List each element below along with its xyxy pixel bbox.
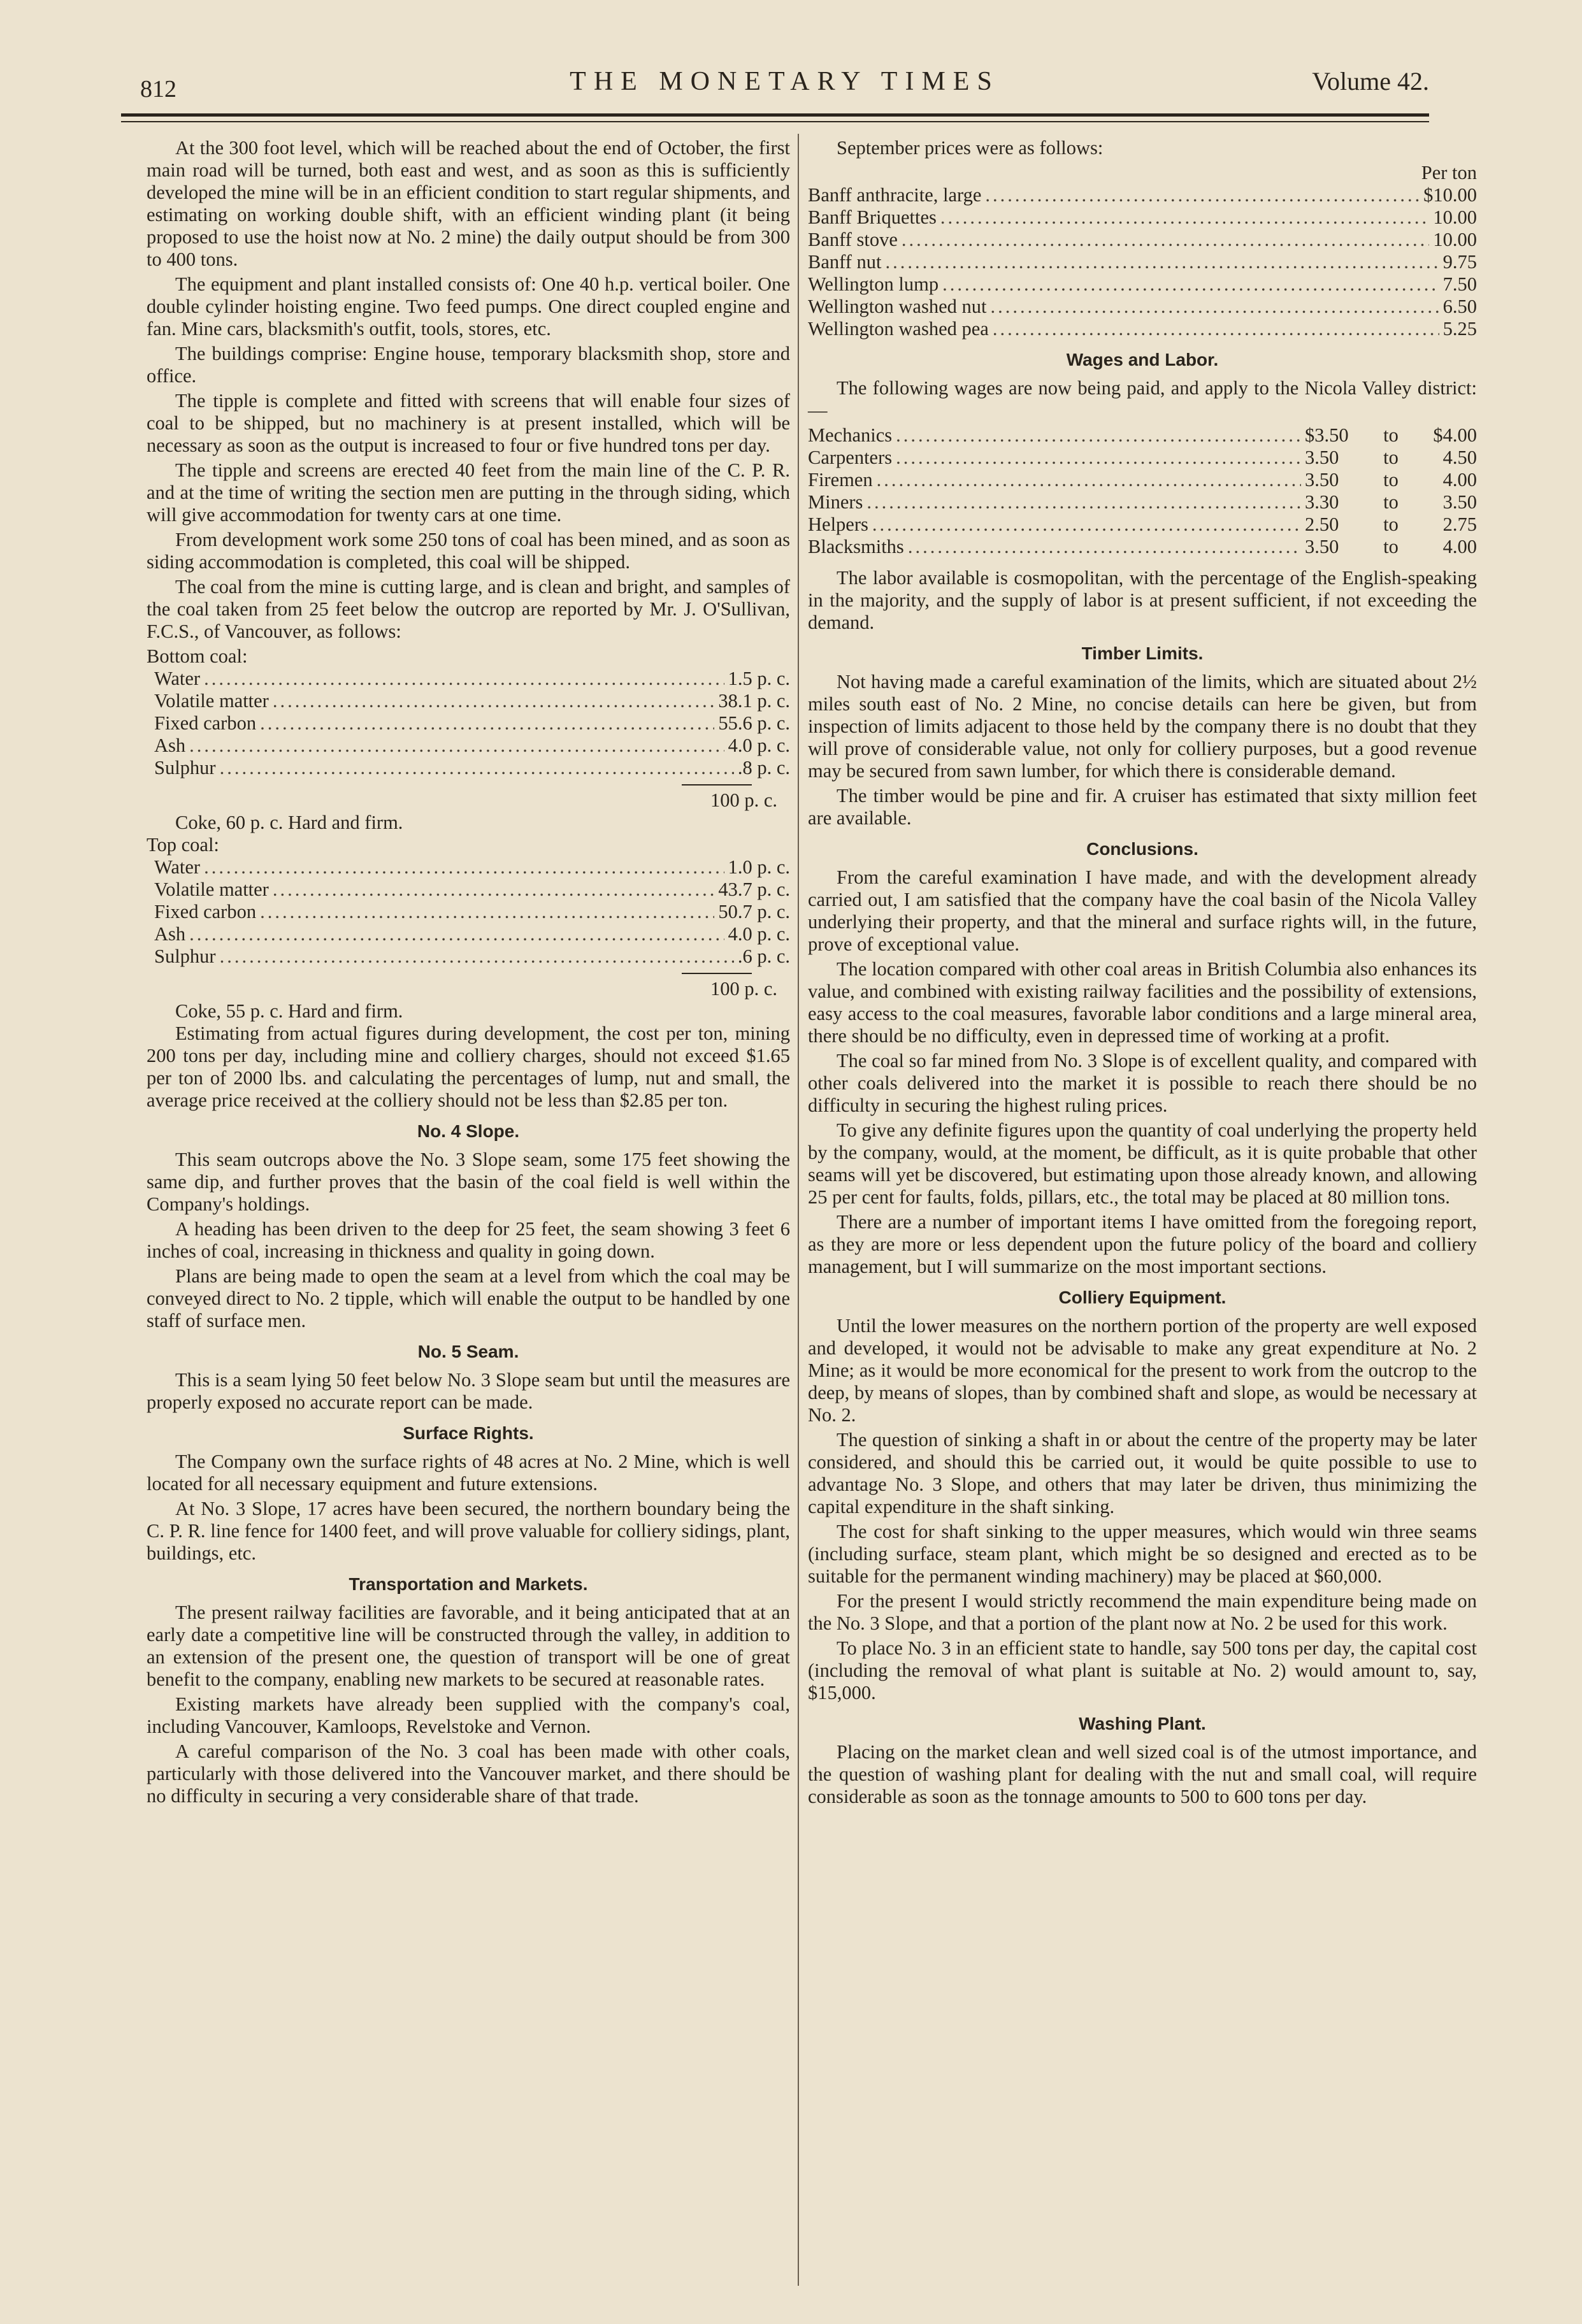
per-ton-label: Per ton (1421, 162, 1477, 183)
section-heading: Timber Limits. (1081, 643, 1204, 663)
table-total: 100 p. c. (710, 978, 777, 1000)
sum-rule (682, 784, 752, 785)
paragraph: Until the lower measures on the northern portion of the property are well exposed and developed, it would not be advisable to make any great expenditure at No. 2 Mine; as it would be more economical for the present to work from the outcrop to the deep, by means of slopes, than by combined shaft and slope, as would be necessary at No. 2. (808, 1315, 1477, 1426)
paragraph: To give any definite figures upon the quantity of coal underlying the property held by the company, would, at the moment, be difficult, as it is quite probable that other seams will yet be discovered, but estimating upon those already known, and allowing 25 per cent for faults, folds, pillars, etc., the total may be placed at 80 million tons. (808, 1119, 1477, 1208)
paragraph: The present railway facilities are favorable, and it being anticipated that at an early date a competitive line will be constructed through the valley, in addition to an extension of the present one, the question of transport will be one of great benefit to the company, enabling new markets to be secured at reasonable rates. (147, 1602, 790, 1690)
table-label: Top coal: (147, 834, 219, 856)
paragraph: From the careful examination I have made, and with the development already carried out, I am satisfied that the company have the coal basin of the Nicola Valley underlying their property, and that the mineral and surface rights will, in the future, prove of exceptional value. (808, 866, 1477, 955)
paragraph: Not having made a careful examination of the limits, which are situated about 2½ miles south east of No. 2 Mine, no concise details can here be given, but from inspection of limits adjacent to those held by the company there is no doubt that they will prove of considerable value, not only for colliery purposes, but a good revenue may be secured from sawn lumber, for which there is considerable demand. (808, 671, 1477, 782)
paragraph: This is a seam lying 50 feet below No. 3 Slope seam but until the measures are properly exposed no accurate report can be made. (147, 1369, 790, 1413)
table-row: Sulphur ..... .6 p. c. (147, 945, 790, 968)
table-row: Blacksmiths ..... 3.50 to 4.00 (808, 536, 1477, 558)
paragraph: For the present I would strictly recommend the main expenditure being made on the No. 3 Slope, and that a portion of the plant now at No. 2 be used for this work. (808, 1590, 1477, 1634)
paragraph: The tipple and screens are erected 40 feet from the main line of the C. P. R. and at the time of writing the section men are putting in the through siding, which will give accommodation for twenty cars at one time. (147, 459, 790, 526)
price-table (808, 184, 1477, 340)
section-heading: No. 4 Slope. (417, 1121, 520, 1141)
table-row: Water ..... 1.5 p. c. (147, 668, 790, 690)
table-row: Water ..... 1.0 p. c. (147, 856, 790, 879)
paragraph: Estimating from actual figures during development, the cost per ton, mining 200 tons per day, including mine and colliery charges, should not exceed $1.65 per ton of 2000 lbs. and calculating the percentages of lump, nut and small, the average price received at the colliery should not be less than $2.85 per ton. (147, 1022, 790, 1111)
paragraph: The coal so far mined from No. 3 Slope is of excellent quality, and compared with other coals delivered into the market it is possible to reach there should be no difficulty in securing the highest ruling prices. (808, 1050, 1477, 1116)
table-row: Ash ..... 4.0 p. c. (147, 923, 790, 945)
publication-title: THE MONETARY TIMES (570, 67, 1000, 96)
page-number: 812 (140, 76, 176, 103)
table-row: Volatile matter ..... 43.7 p. c. (147, 879, 790, 901)
table-row: Miners ..... 3.30 to 3.50 (808, 491, 1477, 513)
bottom-coal-analysis (147, 645, 790, 834)
table-row: Wellington lump ..... 7.50 (808, 273, 1477, 296)
paragraph: The equipment and plant installed consists of: One 40 h.p. vertical boiler. One double cylinder hoisting engine. Two feed pumps. One direct coupled engine and fan. Mine cars, blacksmith's outfit, tools, stores, etc. (147, 273, 790, 340)
section-heading: Transportation and Markets. (349, 1574, 588, 1594)
paragraph: A careful comparison of the No. 3 coal has been made with other coals, particularly with those delivered into the Vancouver market, and there should be no difficulty in securing a very considerable share of that trade. (147, 1740, 790, 1807)
table-row: Banff nut ..... 9.75 (808, 251, 1477, 273)
top-coal-analysis (147, 834, 790, 1022)
table-row: Banff stove ..... 10.00 (808, 229, 1477, 251)
paragraph: There are a number of important items I have omitted from the foregoing report, as they are more or less dependent upon the future policy of the board and colliery management, but I will summarize on the most important sections. (808, 1211, 1477, 1277)
section-heading: No. 5 Seam. (417, 1342, 519, 1361)
table-total: 100 p. c. (710, 789, 777, 811)
paragraph: To place No. 3 in an efficient state to handle, say 500 tons per day, the capital cost (including the removal of what plant is suitable at No. 2) would amount to, say, $15,000. (808, 1637, 1477, 1704)
paragraph: At the 300 foot level, which will be reached about the end of October, the first main road will be turned, both east and west, and as soon as this is sufficiently developed the mine will be in an efficient condition to start regular shipments, and estimating on working double shift, with an efficient winding plant (it being proposed to use the hoist now at No. 2 mine) the daily output should be from 300 to 400 tons. (147, 137, 790, 270)
paragraph: The buildings comprise: Engine house, temporary blacksmith shop, store and office. (147, 343, 790, 387)
section-heading: Conclusions. (1086, 839, 1198, 859)
paragraph: The Company own the surface rights of 48 acres at No. 2 Mine, which is well located for all necessary equipment and future extensions. (147, 1451, 790, 1495)
section-heading: Wages and Labor. (1066, 350, 1219, 369)
section-heading: Washing Plant. (1079, 1714, 1206, 1733)
wages-table (808, 424, 1477, 558)
header-rule-thin (121, 121, 1429, 122)
table-row: Fixed carbon ..... 55.6 p. c. (147, 712, 790, 735)
table-row: Fixed carbon ..... 50.7 p. c. (147, 901, 790, 923)
table-row: Carpenters ..... 3.50 to 4.50 (808, 447, 1477, 469)
table-row: Wellington washed nut ..... 6.50 (808, 296, 1477, 318)
paragraph: At No. 3 Slope, 17 acres have been secured, the northern boundary being the C. P. R. line fence for 1400 feet, and will prove valuable for colliery sidings, plant, buildings, etc. (147, 1498, 790, 1564)
table-label: Bottom coal: (147, 645, 248, 667)
paragraph: The question of sinking a shaft in or about the centre of the property may be later considered, and should this be carried out, it would be quite possible to use to advantage No. 3 Slope, and others that may later be driven, thus minimizing the capital expenditure in the shaft sinking. (808, 1429, 1477, 1517)
paragraph: From development work some 250 tons of coal has been mined, and as soon as siding accommodation is completed, this coal will be shipped. (147, 529, 790, 573)
paragraph: This seam outcrops above the No. 3 Slope seam, some 175 feet showing the same dip, and further proves that the basin of the coal field is well within the Company's holdings. (147, 1149, 790, 1215)
table-row: Banff anthracite, large ..... $10.00 (808, 184, 1477, 206)
paragraph: The following wages are now being paid, and apply to the Nicola Valley district:— (808, 377, 1477, 421)
column-divider (798, 134, 799, 2286)
paragraph: The labor available is cosmopolitan, with the percentage of the English-speaking in the majority, and the supply of labor is at present sufficient, if not exceeding the demand. (808, 567, 1477, 633)
volume-label: Volume 42. (1312, 67, 1429, 96)
coke-note: Coke, 60 p. c. Hard and firm. (175, 812, 403, 833)
table-row: Mechanics ..... $3.50 to $4.00 (808, 424, 1477, 447)
right-column (808, 137, 1477, 1811)
paragraph: The cost for shaft sinking to the upper measures, which would win three seams (including surface, steam plant, which might be so designed and erected as to be suitable for the permanent winding machinery) may be placed at $60,000. (808, 1521, 1477, 1587)
paragraph: Plans are being made to open the seam at a level from which the coal may be conveyed direct to No. 2 tipple, which will enable the output to be handled by one staff of surface men. (147, 1265, 790, 1331)
paragraph: The location compared with other coal areas in British Columbia also enhances its value, and combined with existing railway facilities and the possibility of extensions, easy access to the coal measures, favorable labor conditions and a large mineral area, there should be no difficulty, even in depressed time of working at a profit. (808, 958, 1477, 1047)
left-column (147, 137, 790, 1810)
section-heading: Colliery Equipment. (1058, 1288, 1226, 1307)
table-row: Sulphur ..... .8 p. c. (147, 757, 790, 779)
sum-rule (682, 973, 752, 974)
paragraph: Existing markets have already been supplied with the company's coal, including Vancouver, Kamloops, Revelstoke and Vernon. (147, 1693, 790, 1737)
section-heading: Surface Rights. (403, 1423, 534, 1443)
table-row: Volatile matter ..... 38.1 p. c. (147, 690, 790, 712)
table-row: Ash ..... 4.0 p. c. (147, 735, 790, 757)
paragraph: Placing on the market clean and well sized coal is of the utmost importance, and the question of washing plant for dealing with the nut and small coal, will require considerable as soon as the tonnage amounts to 500 to 600 tons per day. (808, 1741, 1477, 1807)
paragraph: The coal from the mine is cutting large, and is clean and bright, and samples of the coal taken from 25 feet below the outcrop are reported by Mr. J. O'Sullivan, F.C.S., of Vancouver, as follows: (147, 576, 790, 642)
paragraph: A heading has been driven to the deep for 25 feet, the seam showing 3 feet 6 inches of coal, increasing in thickness and quality in going down. (147, 1218, 790, 1262)
paragraph: The timber would be pine and fir. A cruiser has estimated that sixty million feet are available. (808, 785, 1477, 829)
paragraph: September prices were as follows: (837, 137, 1104, 159)
table-row: Firemen ..... 3.50 to 4.00 (808, 469, 1477, 491)
table-row: Wellington washed pea ..... 5.25 (808, 318, 1477, 340)
coke-note: Coke, 55 p. c. Hard and firm. (175, 1000, 403, 1022)
table-row: Helpers ..... 2.50 to 2.75 (808, 513, 1477, 536)
page-header (140, 64, 1429, 108)
header-rule-thick (121, 113, 1429, 117)
paragraph: The tipple is complete and fitted with screens that will enable four sizes of coal to be shipped, but no machinery is at present installed, which will be necessary as soon as the output is increased to four or five hundred tons per day. (147, 390, 790, 456)
table-row: Banff Briquettes ..... 10.00 (808, 206, 1477, 229)
